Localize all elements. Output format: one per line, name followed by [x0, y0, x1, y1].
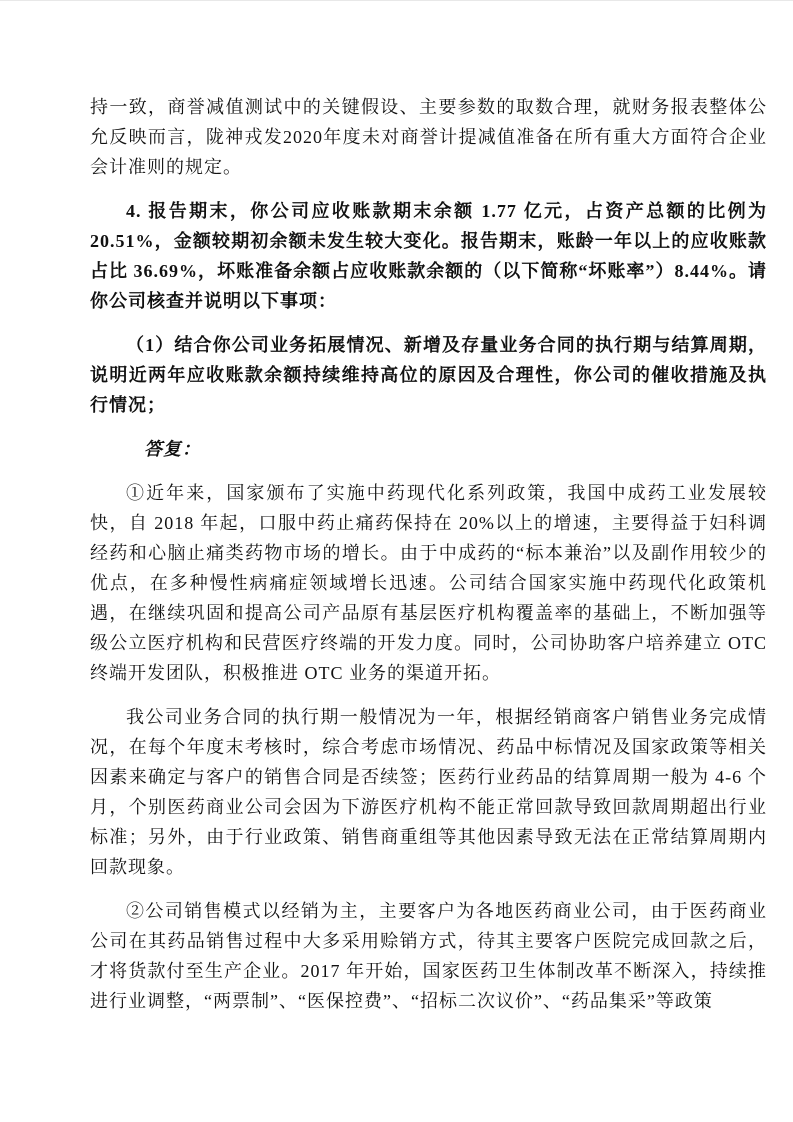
paragraph-reply-point-1: ①近年来，国家颁布了实施中药现代化系列政策，我国中成药工业发展较快，自 2018 年起，口服中药止痛药保持在 20%以上的增速，主要得益于妇科调经药和心脑止痛类药物市场的增长。由于中成药的“标本兼治”以及副作用较少的优点，在多种慢性病痛症领域增长迅速。公司结合国家实施中药现代化政策机遇，在继续巩固和提高公司产品原有基层医疗机构覆盖率的基础上，不断加强等级公立医疗机构和民营医疗终端的开发力度。同时，公司协助客户培养建立 OTC 终端开发团队，积极推进 OTC 业务的渠道开拓。: [90, 483, 767, 683]
reply-label: 答复：: [144, 439, 201, 459]
page-top-edge: [0, 0, 793, 1]
paragraph-question-4-1: （1）结合你公司业务拓展情况、新增及存量业务合同的执行期与结算周期，说明近两年应收账款余额持续维持高位的原因及合理性，你公司的催收措施及执行情况；: [90, 335, 767, 415]
paragraph-question-4: 4. 报告期末，你公司应收账款期末余额 1.77 亿元，占资产总额的比例为20.51%，金额较期初余额未发生较大变化。报告期末，账龄一年以上的应收账款占比 36.69%，坏账准备余额占应收账款余额的（以下简称“坏账率”）8.44%。请你公司核查并说明以下事项：: [90, 201, 767, 311]
paragraph-reply-contract-terms: 我公司业务合同的执行期一般情况为一年，根据经销商客户销售业务完成情况，在每个年度末考核时，综合考虑市场情况、药品中标情况及国家政策等相关因素来确定与客户的销售合同是否续签；医药行业药品的结算周期一般为 4-6 个月，个别医药商业公司会因为下游医疗机构不能正常回款导致回款周期超出行业标准；另外，由于行业政策、销售商重组等其他因素导致无法在正常结算周期内回款现象。: [90, 707, 767, 877]
document-text-block: [90, 92, 767, 1016]
paragraph-goodwill-conclusion: 持一致，商誉减值测试中的关键假设、主要参数的取数合理，就财务报表整体公允反映而言，陇神戎发2020年度未对商誉计提减值准备在所有重大方面符合企业会计准则的规定。: [90, 97, 767, 177]
paragraph-reply-point-2: ②公司销售模式以经销为主，主要客户为各地医药商业公司，由于医药商业公司在其药品销售过程中大多采用赊销方式，待其主要客户医院完成回款之后，才将货款付至生产企业。2017 年开始，国家医药卫生体制改革不断深入，持续推进行业调整，“两票制”、“医保控费”、“招标二次议价”、“药品集采”等政策: [90, 901, 767, 1011]
